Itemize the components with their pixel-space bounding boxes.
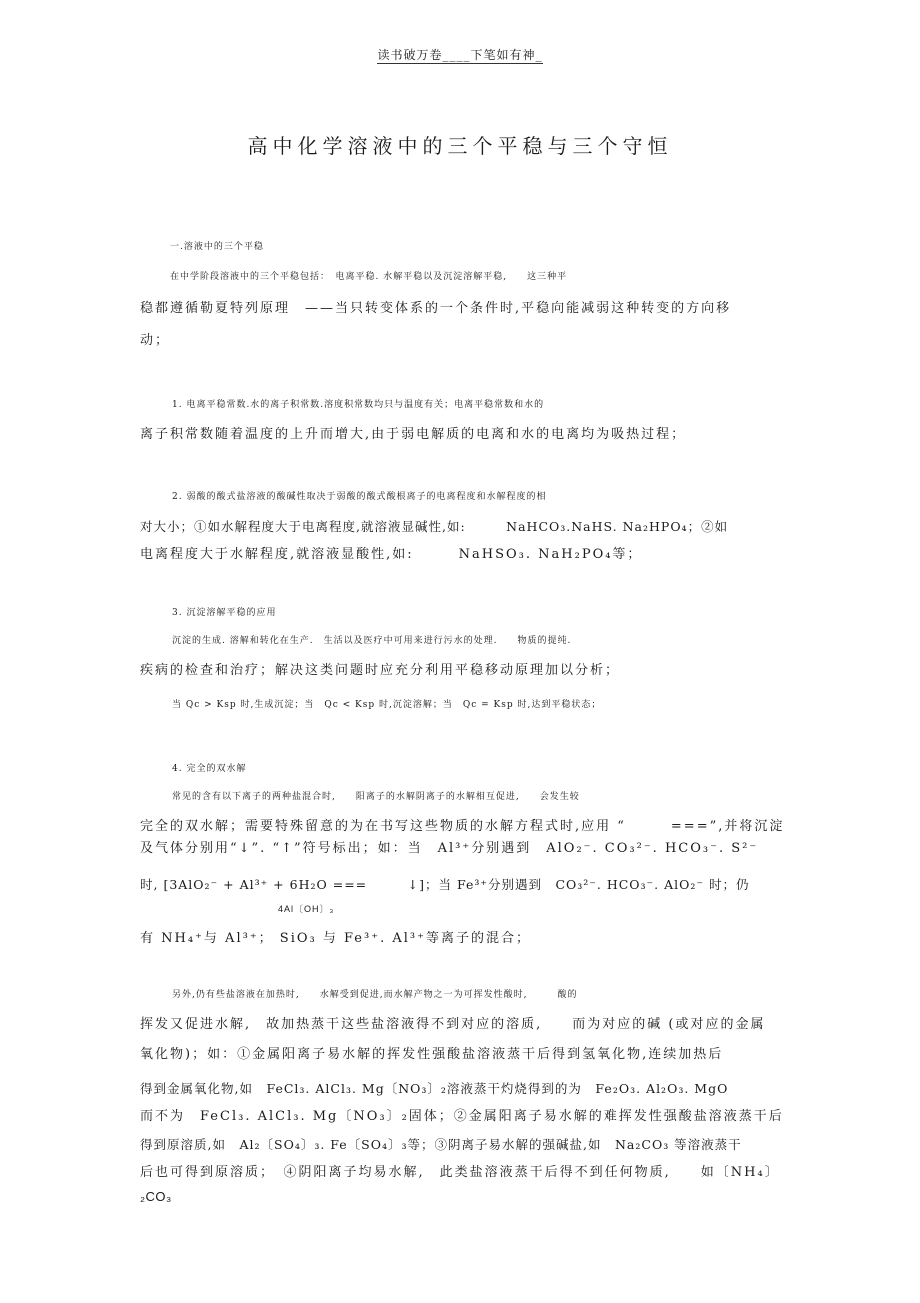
paragraph-line: 而不为 FeCl₃. AlCl₃. Mg〔NO₃〕₂固体；②金属阳离子易水解的难挥发性强酸盐溶液蒸干后 [140, 1109, 784, 1124]
formula-line: 4Al〔OH〕₃ [278, 904, 335, 914]
paragraph-line: 另外,仍有些盐溶液在加热时, 水解受到促进,而水解产物之一为可挥发性酸时, 酸的 [172, 990, 578, 1000]
paragraph-line: 当 Qc > Ksp 时,生成沉淀；当 Qc < Ksp 时,沉淀溶解；当 Qc = Ksp 时,达到平稳状态； [172, 700, 602, 710]
paragraph-line: 挥发又促进水解, 故加热蒸干这些盐溶液得不到对应的溶质, 而为对应的碱 (或对应的金属 [140, 1017, 766, 1032]
paragraph-line: 电离程度大于水解程度,就溶液显酸性,如: NaHSO₃. NaH₂PO₄等； [140, 547, 643, 562]
paragraph-line: 疾病的检查和治疗；解决这类问题时应充分利用平稳移动原理加以分析； [140, 663, 621, 678]
page-title: 高中化学溶液中的三个平稳与三个守恒 [247, 134, 673, 158]
paragraph-line: 沉淀的生成. 溶解和转化在生产. 生活以及医疗中可用来进行污水的处理. 物质的提纯. [172, 636, 572, 646]
paragraph-line: 氧化物)；如：①金属阳离子易水解的挥发性强酸盐溶液蒸干后得到氢氧化物,连续加热后 [140, 1047, 724, 1062]
paragraph-line: 在中学阶段溶液中的三个平稳包括： 电离平稳. 水解平稳以及沉淀溶解平稳, 这三种平 [170, 272, 568, 282]
section-heading-4: 4. 完全的双水解 [172, 764, 247, 774]
paragraph-line: 后也可得到原溶质； ④阴阳离子均易水解, 此类盐溶液蒸干后得不到任何物质, 如〔NH₄〕 [140, 1165, 780, 1180]
section-heading-1: 一.溶液中的三个平稳 [170, 242, 264, 252]
paragraph-line: 完全的双水解；需要特殊留意的为在书写这些物质的水解方程式时,应用 “ ===”,并将沉淀 [140, 819, 785, 834]
paragraph-line: 1. 电离平稳常数.水的离子积常数.溶度积常数均只与温度有关；电离平稳常数和水的 [172, 400, 545, 410]
paragraph-line: 离子积常数随着温度的上升而增大,由于弱电解质的电离和水的电离均为吸热过程； [140, 427, 687, 442]
paragraph-line: 对大小；①如水解程度大于电离程度,就溶液显碱性,如: NaHCO₃.NaHS. Na₂HPO₄；②如 [140, 519, 729, 534]
paragraph-line: 得到金属氧化物,如 FeCl₃. AlCl₃. Mg〔NO₃〕₂溶液蒸干灼烧得到的为 Fe₂O₃. Al₂O₃. MgO [140, 1081, 729, 1096]
paragraph-line: ₂CO₃ [140, 1189, 172, 1204]
paragraph-line: 时, [3AlO₂⁻ + Al³⁺ + 6H₂O === ↓]；当 Fe³⁺分别遇到 CO₃²⁻. HCO₃⁻. AlO₂⁻ 时；仍 [140, 877, 750, 892]
paragraph-line: 动； [140, 333, 171, 348]
page-header [0, 46, 920, 63]
paragraph-line: 有 NH₄⁺与 Al³⁺； SiO₃ 与 Fe³⁺. Al³⁺等离子的混合； [140, 931, 531, 946]
paragraph-line: 常见的含有以下离子的两种盐混合时, 阳离子的水解阴离子的水解相互促进, 会发生较 [172, 792, 580, 802]
paragraph-line: 及气体分别用“↓”. “↑”符号标出；如：当 Al³⁺分别遇到 AlO₂⁻. CO₃²⁻. HCO₃⁻. S²⁻ [140, 841, 759, 856]
paragraph-line: 得到原溶质,如 Al₂〔SO₄〕₃. Fe〔SO₄〕₃等；③阴离子易水解的强碱盐,如 Na₂CO₃ 等溶液蒸干 [140, 1137, 742, 1152]
paragraph-line: 2. 弱酸的酸式盐溶液的酸碱性取决于弱酸的酸式酸根离子的电离程度和水解程度的相 [172, 492, 547, 502]
paragraph-line: 稳都遵循勒夏特列原理 ——当只转变体系的一个条件时,平稳向能减弱这种转变的方向移 [140, 301, 732, 316]
header-text: 读书破万卷____下笔如有神_ [377, 48, 543, 62]
section-heading-3: 3. 沉淀溶解平稳的应用 [172, 608, 277, 618]
